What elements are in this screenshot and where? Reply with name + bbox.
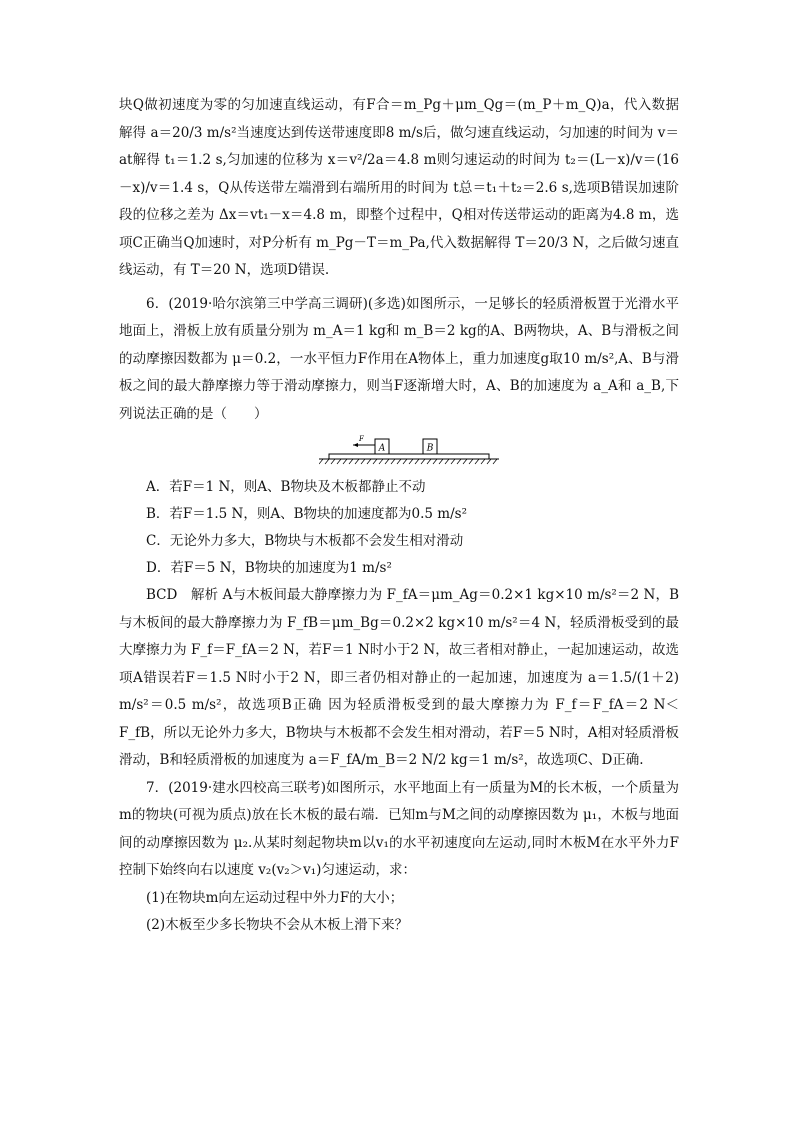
option-c: C．无论外力多大，B物块与木板都不会发生相对滑动 [146,533,464,549]
block-b-label: B [426,443,434,454]
option-d: D．若F＝5 N，B物块的加速度为1 m/s² [146,560,392,576]
question-7-part-1: (1)在物块m向左运动过程中外力F的大小； [146,889,404,906]
force-arrowhead [353,443,358,447]
option-a: A．若F＝1 N，则A、B物块及木板都静止不动 [146,479,426,495]
block-a-label: A [378,443,386,454]
question-6-stem: 6．(2019·哈尔滨第三中学高三调研)(多选)如图所示，一足够长的轻质滑板置于光滑水平地面上，滑板上放有质量分别为 m_A＝1 kg和 m_B＝2 kg的A、B两物块，A、B与滑板之间的动摩擦因数都为 μ＝0.2，一水平恒力F作用在A物体上，重力加速度g取10 m/s²,A、B与滑板之间的最大静摩擦力等于滑动摩擦力，则当F逐渐增大时，A、B的加速度为 a_A和 a_B,下列说法正确的是（ ） [119,295,679,422]
sliding-board-diagram [319,434,519,470]
text-column [119,92,679,940]
board [329,454,489,459]
question-6-answer: BCD 解析 A与木板间最大静摩擦力为 F_fA＝μm_Ag＝0.2×1 kg×10 m/s²＝2 N，B与木板间的最大静摩擦力为 F_fB＝μm_Bg＝0.2×2 kg×10 m/s²＝4 N，轻质滑板受到的最大摩擦力为 F_f＝F_fA＝2 N，若F＝1 N时小于2 N，故三者相对静止，一起加速运动，故选项A错误若F＝1.5 N时小于2 N，即三者仍相对静止的一起加速，加速度为 a＝1.5/(1＋2) m/s²＝0.5 m/s²，故选项B正确 因为轻质滑板受到的最大摩擦力为 F_f＝F_fA＝2 N＜F_fB，所以无论外力多大，B物块与木板都不会发生相对滑动，若F＝5 N时，A相对轻质滑板滑动，B和轻质滑板的加速度为 a＝F_fA/m_B＝2 N/2 kg＝1 m/s²，故选项C、D正确. [119,587,679,768]
question-7-stem: 7．(2019·建水四校高三联考)如图所示，水平地面上有一质量为M的长木板，一个质量为m的物块(可视为质点)放在长木板的最右端．已知m与M之间的动摩擦因数为 μ₁，木板与地面间的动摩擦因数为 μ₂.从某时刻起物块m以v₁的水平初速度向左运动,同时木板M在水平外力F控制下始终向右以速度 v₂(v₂＞v₁)匀速运动，求： [119,779,679,878]
ground-hatching [319,459,497,464]
option-b: B．若F＝1.5 N，则A、B物块的加速度都为0.5 m/s² [146,506,467,522]
question-6-figure [119,428,679,474]
solution-continuation: 块Q做初速度为零的匀加速直线运动，有F合＝m_Pg＋μm_Qg＝(m_P＋m_Q)a，代入数据解得 a＝20/3 m/s²当速度达到传送带速度即8 m/s后，做匀速直线运动，匀加速的时间为 v＝at解得 t₁＝1.2 s,匀加速的位移为 x＝v²/2a＝4.8 m则匀速运动的时间为 t₂＝(L－x)/v＝(16－x)/v＝1.4 s，Q从传送带左端滑到右端所用的时间为 t总＝t₁＋t₂＝2.6 s,选项B错误加速阶段的位移之差为 Δx＝vt₁－x＝4.8 m，即整个过程中，Q相对传送带运动的距离为4.8 m，选项C正确当Q加速时，对P分析有 m_Pg－T＝m_Pa,代入数据解得 T＝20/3 N，之后做匀速直线运动，有 T＝20 N，选项D错误. [119,97,679,278]
force-label: F [359,435,364,443]
question-7-part-2: (2)木板至少多长物块不会从木板上滑下来？ [146,917,409,933]
